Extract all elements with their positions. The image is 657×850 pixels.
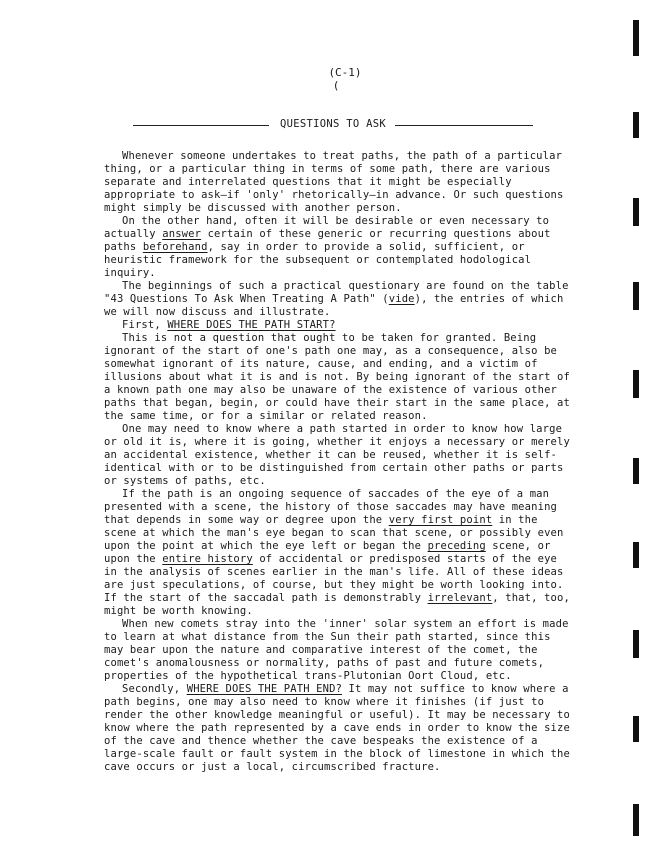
- margin-bar-8: [633, 630, 639, 658]
- question-2-paragraph: [104, 683, 574, 774]
- text-run: in the scene at which the man's eye began to scan that scene, or possibly even upon the point at which the eye left or began the: [104, 514, 564, 552]
- paragraph-intro: Whenever someone undertakes to treat paths, the path of a particular thing, or a particular thing in terms of some path, there are various separate and interrelated questions that it might be especially appropriate to ask—if 'only' rhetorically—in advance. Or such questions might simply be discussed with another person.: [104, 150, 564, 214]
- text-run: certain of these generic or recurring questions about paths: [104, 228, 551, 253]
- text-run: , say in order to provide a solid, sufficient, or heuristic framework for the subsequent or contemplated hodological inquiry.: [104, 241, 532, 279]
- margin-bar-4: [633, 282, 639, 310]
- text-run: On the other hand, often it will be desirable or even necessary to actually: [104, 215, 550, 240]
- text-run: Secondly,: [122, 683, 187, 695]
- margin-bar-5: [633, 370, 639, 398]
- text-run: First,: [122, 319, 168, 331]
- underlined-term: entire history: [162, 553, 253, 565]
- question-2-title: WHERE DOES THE PATH END?: [186, 683, 343, 695]
- margin-bar-6: [633, 458, 639, 484]
- text-run: , that, too, might be worth knowing.: [104, 592, 570, 617]
- question-1-heading: [104, 319, 574, 332]
- underlined-term: very first point: [388, 514, 493, 526]
- text-run: of accidental or predisposed starts of the eye in the analysis of scenes earlier in the man's life. All of these ideas are just speculations, of course, but they might be worth looking into. If the start of the saccadal path is demonstrably: [104, 553, 564, 604]
- section-header: [133, 118, 533, 132]
- text-run: scene, or upon the: [104, 540, 551, 565]
- paragraph-start-need: One may need to know where a path started in order to know how large or old it is, where it is going, whether it enjoys a necessary or merely an accidental existence, whether it can be reused, whether it is self-identical with or to be distinguished from certain other paths or parts or systems of paths, etc.: [104, 423, 570, 487]
- underlined-term: beforehand: [142, 241, 208, 253]
- section-title: [133, 118, 533, 130]
- paragraph-comets: When new comets stray into the 'inner' solar system an effort is made to learn at what distance from the Sun their path started, since this may bear upon the nature and comparative interest of the comet, the comet's anomalousness or normality, paths of past and future comets, properties of the hypothetical trans-Plutonian Oort Cloud, etc.: [104, 618, 569, 682]
- margin-bar-10: [633, 804, 639, 836]
- text-run: It may not suffice to know where a path begins, one may also need to know where it finishes (if just to render the other knowledge meaningful or useful). It may be necessary to know where the path represented by a cave ends in order to know the size of the cave and thence whether the cave bespeaks the existence of a large-scale fault or fault system in the block of limestone in which the cave occurs or just a local, circumscribed fracture.: [104, 683, 570, 773]
- underlined-term: vide: [388, 293, 415, 305]
- underlined-term: answer: [162, 228, 202, 240]
- question-1-title: WHERE DOES THE PATH START?: [167, 319, 336, 331]
- body-text: [104, 150, 574, 774]
- paragraph-start-ignorance: This is not a question that ought to be taken for granted. Being ignorant of the start of one's path one may, as a consequence, also be somewhat ignorant of its nature, cause, and ending, and a victim of illusions about what it is and is not. By being ignorant of the start of a known path one may also be unaware of the existence of various other paths that began, begin, or could have their start in the same place, at the same time, or for a similar or related reason.: [104, 332, 570, 422]
- page-label-paren: (: [332, 79, 340, 92]
- section-title-text: QUESTIONS TO ASK: [276, 118, 390, 130]
- text-run: The beginnings of such a practical questionary are found on the table "43 Questions To Ask When Treating A Path" (: [104, 280, 569, 305]
- margin-bar-3: [633, 198, 639, 226]
- margin-bar-1: [633, 20, 639, 56]
- underlined-term: irrelevant: [427, 592, 493, 604]
- paragraph-questionary: [104, 280, 574, 319]
- margin-bar-2: [633, 112, 639, 138]
- underlined-term: preceding: [427, 540, 486, 552]
- paragraph-saccades: [104, 488, 574, 618]
- margin-bar-9: [633, 716, 639, 742]
- paragraph-answer: [104, 215, 574, 280]
- margin-bar-7: [633, 542, 639, 568]
- page-label: (C-1): [328, 66, 362, 79]
- text-run: If the path is an ongoing sequence of saccades of the eye of a man presented with a scene, the history of those saccades may have meaning that depends in some way or degree upon the: [104, 488, 558, 526]
- text-run: ), the entries of which we will now discuss and illustrate.: [104, 293, 564, 318]
